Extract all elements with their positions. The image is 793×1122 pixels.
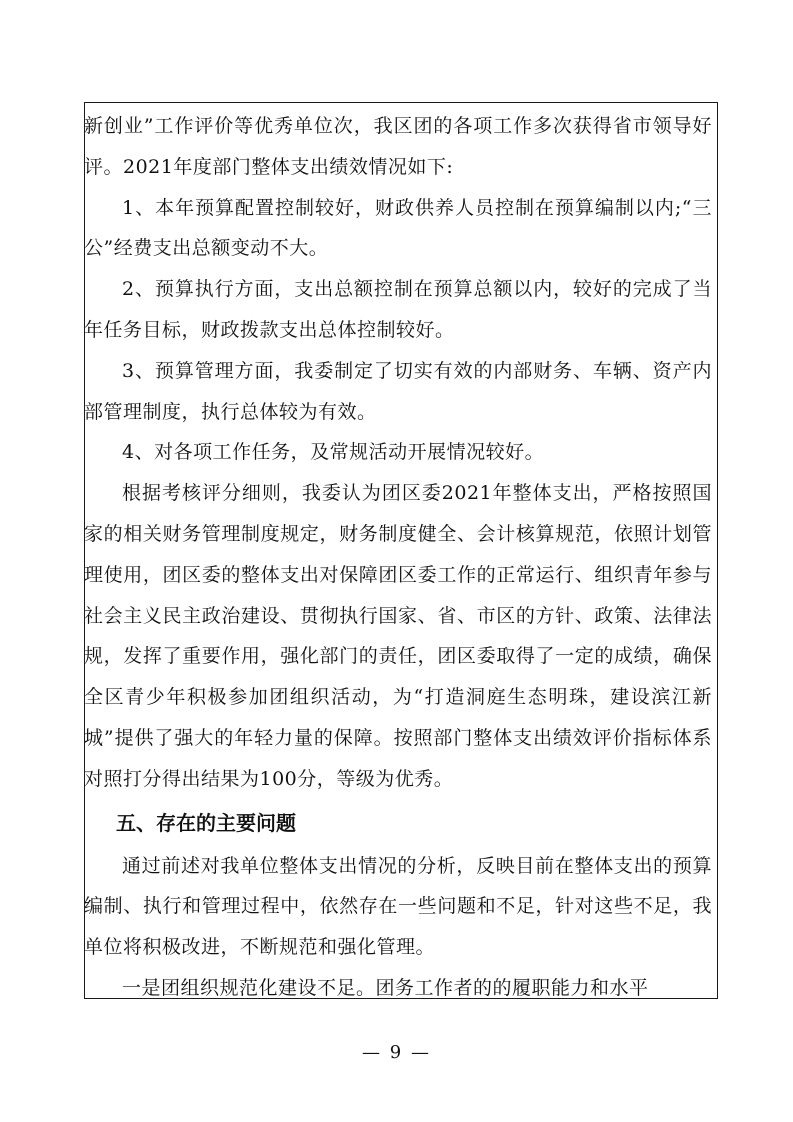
paragraph-item-3: 3、预算管理方面，我委制定了切实有效的内部财务、车辆、资产内部管理制度，执行总体较为有效。 — [84, 359, 712, 423]
paragraph-item-4: 4、对各项工作任务，及常规活动开展情况较好。 — [122, 441, 545, 464]
paragraph-continuation: 新创业”工作评价等优秀单位次，我区团的各项工作多次获得省市领导好评。2021年度部门整体支出绩效情况如下: — [84, 115, 712, 178]
page-number: — 9 — — [362, 1042, 431, 1063]
paragraph-analysis: 通过前述对我单位整体支出情况的分析，反映目前在整体支出的预算编制、执行和管理过程中，依然存在一些问题和不足，针对这些不足，我单位将积极改进，不断规范和强化管理。 — [84, 854, 712, 959]
section-heading: 五、存在的主要问题 — [116, 810, 296, 835]
document-body — [84, 106, 712, 1009]
paragraph-item-1: 1、本年预算配置控制较好，财政供养人员控制在预算编制以内;“三公”经费支出总额变动不大。 — [84, 196, 712, 260]
paragraph-item-2: 2、预算执行方面，支出总额控制在预算总额以内，较好的完成了当年任务目标，财政拨款支出总体控制较好。 — [84, 278, 712, 341]
paragraph-problem-1: 一是团组织规范化建设不足。团务工作者的的履职能力和水平 — [122, 976, 649, 999]
paragraph-assessment: 根据考核评分细则，我委认为团区委2021年整体支出，严格按照国家的相关财务管理制度规定，财务制度健全、会计核算规范，依照计划管理使用，团区委的整体支出对保障团区委工作的正常运行、组织青年参与社会主义民主政治建设、贯彻执行国家、省、市区的方针、政策、法律法规，发挥了重要作用，强化部门的责任，团区委取得了一定的成绩，确保全区青少年积极参加团组织活动，为“打造洞庭生态明珠，建设滨江新城”提供了强大的年轻力量的保障。按照部门整体支出绩效评价指标体系对照打分得出结果为100分，等级为优秀。 — [84, 482, 712, 790]
